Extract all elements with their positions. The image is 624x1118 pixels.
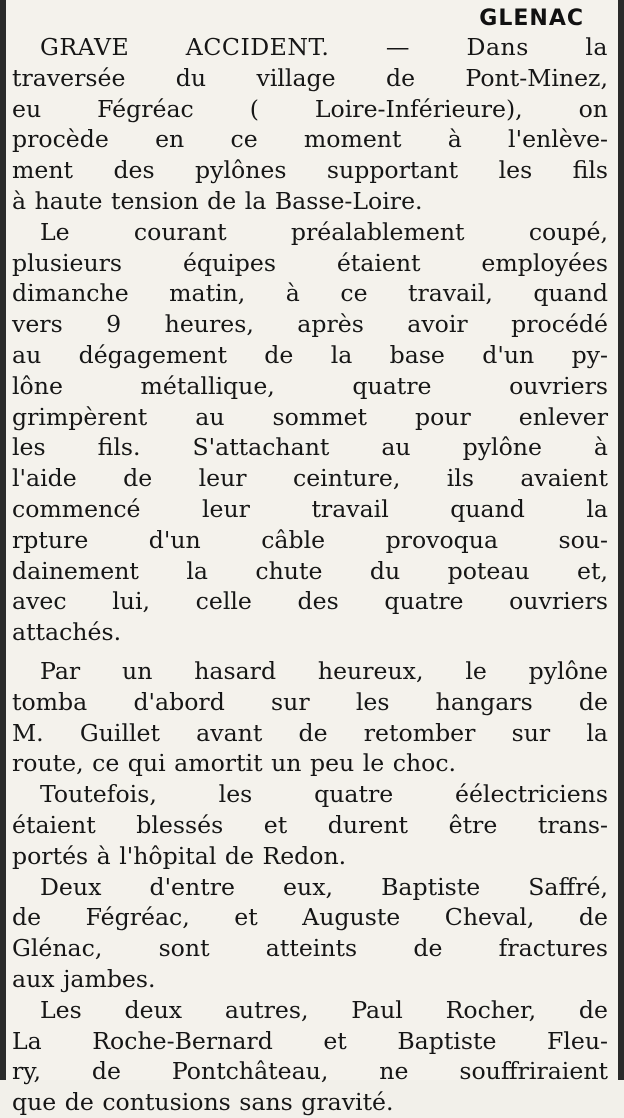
text-line: dimanche matin, à ce travail, quand (12, 279, 608, 308)
text-line: avec lui, celle des quatre ouvriers (12, 587, 608, 616)
text-line: lône métallique, quatre ouvriers (12, 371, 608, 400)
text-line: Deux d'entre eux, Baptiste Saffré, (40, 872, 608, 901)
column-rule-left (0, 0, 6, 1080)
text-line: ry, de Pontchâteau, ne souffriraient (12, 1057, 608, 1086)
text-line: attachés. (12, 618, 122, 647)
text-line: tomba d'abord sur les hangars de (12, 687, 608, 716)
paragraph-1 (12, 32, 608, 217)
column-rule-right (618, 0, 624, 1080)
text-line: La Roche-Bernard et Baptiste Fleu- (12, 1026, 608, 1055)
text-line: Les deux autres, Paul Rocher, de (40, 995, 608, 1024)
text-line: M. Guillet avant de retomber sur la (12, 718, 608, 747)
text-line: étaient blessés et durent être trans- (12, 810, 608, 839)
text-line: rpture d'un câble provoqua sou- (12, 525, 608, 554)
text-line: que de contusions sans gravité. (12, 1088, 394, 1117)
text-line: les fils. S'attachant au pylône à (12, 433, 608, 462)
paragraph-6 (12, 995, 608, 1118)
text-line: vers 9 heures, après avoir procédé (12, 310, 608, 339)
text-line: traversée du village de Pont-Minez, (12, 63, 608, 92)
text-line: route, ce qui amortit un peu le choc. (12, 749, 457, 778)
text-line: aux jambes. (12, 964, 156, 993)
text-line: Par un hasard heureux, le pylône (40, 656, 608, 685)
text-line: Toutefois, les quatre éélectriciens (40, 780, 608, 809)
text-line: dainement la chute du poteau et, (12, 556, 608, 585)
text-line: de Fégréac, et Auguste Cheval, de (12, 903, 608, 932)
paragraph-3 (12, 656, 608, 779)
text-line: au dégagement de la base d'un py- (12, 340, 608, 369)
dateline: GLENAC (479, 6, 584, 31)
text-line: portés à l'hôpital de Redon. (12, 841, 347, 870)
text-line: Glénac, sont atteints de fractures (12, 934, 608, 963)
text-line: procède en ce moment à l'enlève- (12, 125, 608, 154)
paragraph-2 (12, 217, 608, 648)
text-line: l'aide de leur ceinture, ils avaient (12, 464, 608, 493)
text-line: à haute tension de la Basse-Loire. (12, 186, 423, 215)
text-line: ment des pylônes supportant les fils (12, 156, 608, 185)
headline-line: GRAVE ACCIDENT. — Dans la (40, 33, 608, 61)
paragraph-4 (12, 779, 608, 871)
text-line: grimpèrent au sommet pour enlever (12, 402, 608, 431)
text-line: eu Fégréac ( Loire-Inférieure), on (12, 94, 608, 123)
text-line: Le courant préalablement coupé, (40, 217, 608, 246)
text-line: plusieurs équipes étaient employées (12, 248, 608, 277)
paragraph-5 (12, 872, 608, 995)
article-body (12, 32, 608, 1118)
paragraph-gap (12, 648, 608, 656)
text-line: commencé leur travail quand la (12, 494, 608, 523)
